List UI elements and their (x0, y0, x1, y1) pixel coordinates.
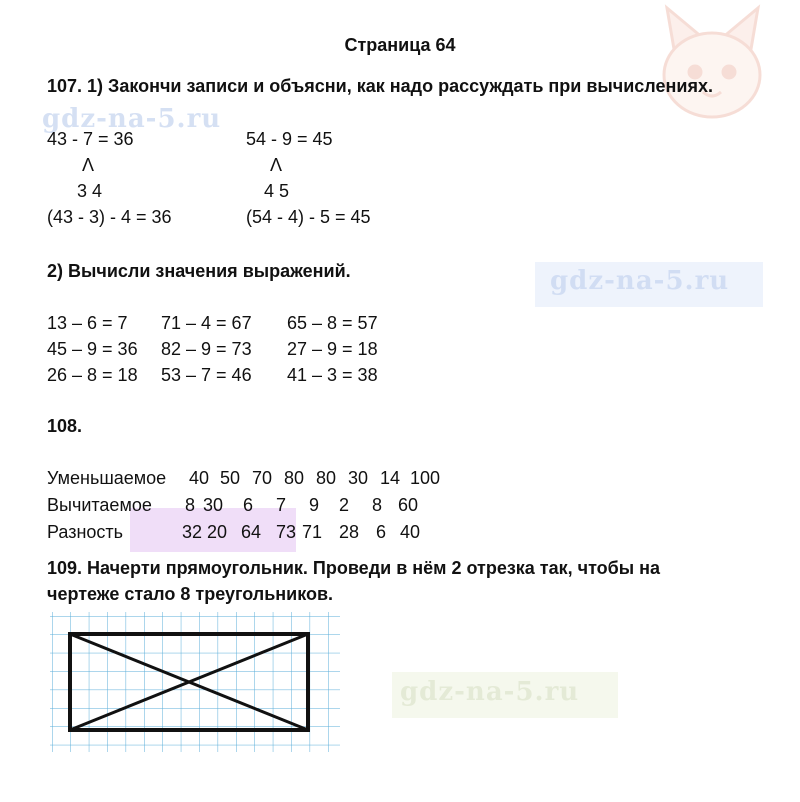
exercise-109-heading-line1: 109. Начерти прямоугольник. Проведи в нём 2 отрезка так, чтобы на (47, 558, 661, 578)
ex107-left-split: 3 4 (77, 181, 103, 201)
exercise-109-heading-line2: чертеже стало 8 треугольников. (47, 584, 334, 604)
table-cell: 7 (276, 495, 287, 515)
ex107-right-line1: 54 - 9 = 45 (246, 129, 333, 149)
table-cell: 2 (339, 495, 350, 515)
table-cell: 40 (400, 522, 421, 542)
row-label: Вычитаемое (47, 495, 152, 515)
table-cell: 28 (339, 522, 360, 542)
watermark-text-3: gdz-na-5.ru (400, 677, 580, 707)
row-label: Разность (47, 522, 124, 542)
watermark-text-1: gdz-na-5.ru (42, 104, 222, 134)
exercise-108-heading: 108. (47, 416, 83, 436)
exercise-107-heading: 107. 1) Закончи записи и объясни, как надо рассуждать при вычислениях. (47, 76, 713, 96)
exercise-107-part2-heading: 2) Вычисли значения выражений. (47, 261, 351, 281)
row-label: Уменьшаемое (47, 468, 167, 488)
ex107-left-line4: (43 - 3) - 4 = 36 (47, 207, 172, 227)
expression: 71 – 4 = 67 (161, 313, 252, 333)
table-cell: 9 (309, 495, 320, 515)
expression: 65 – 8 = 57 (287, 313, 378, 333)
table-cell: 64 (241, 522, 262, 542)
table-cell: 100 (410, 468, 441, 488)
expressions-column-1 (47, 310, 138, 388)
table-cell: 80 (284, 468, 305, 488)
table-cell: 8 (372, 495, 383, 515)
expression: 13 – 6 = 7 (47, 313, 128, 333)
table-cell: 30 (203, 495, 224, 515)
table-cell: 60 (398, 495, 419, 515)
table-cell: 20 (207, 522, 228, 542)
table-cell: 8 (185, 495, 196, 515)
expression: 41 – 3 = 38 (287, 365, 378, 385)
table-cell: 70 (252, 468, 273, 488)
expression: 27 – 9 = 18 (287, 339, 378, 359)
table-cell: 80 (316, 468, 337, 488)
table-cell: 6 (243, 495, 254, 515)
table-cell: 40 (189, 468, 210, 488)
expression: 82 – 9 = 73 (161, 339, 252, 359)
table-cell: 14 (380, 468, 401, 488)
page-title: Страница 64 (344, 35, 456, 55)
table-cell: 6 (376, 522, 387, 542)
table-cell: 73 (276, 522, 297, 542)
ex107-right-split: 4 5 (264, 181, 290, 201)
expression: 26 – 8 = 18 (47, 365, 138, 385)
expression: 53 – 7 = 46 (161, 365, 252, 385)
expressions-column-3 (287, 310, 378, 388)
ex107-left-line1: 43 - 7 = 36 (47, 129, 134, 149)
expression: 45 – 9 = 36 (47, 339, 138, 359)
table-cell: 71 (302, 522, 323, 542)
table-cell: 32 (182, 522, 203, 542)
ex107-right-caret: Λ (270, 155, 283, 175)
rectangle-diagonals-drawing (50, 612, 340, 752)
watermark-text-2: gdz-na-5.ru (550, 266, 730, 296)
table-cell: 50 (220, 468, 241, 488)
table-cell: 30 (348, 468, 369, 488)
ex107-right-line4: (54 - 4) - 5 = 45 (246, 207, 371, 227)
mascot-logo-icon (645, 0, 780, 135)
expressions-column-2 (161, 310, 252, 388)
ex107-left-caret: Λ (82, 155, 95, 175)
